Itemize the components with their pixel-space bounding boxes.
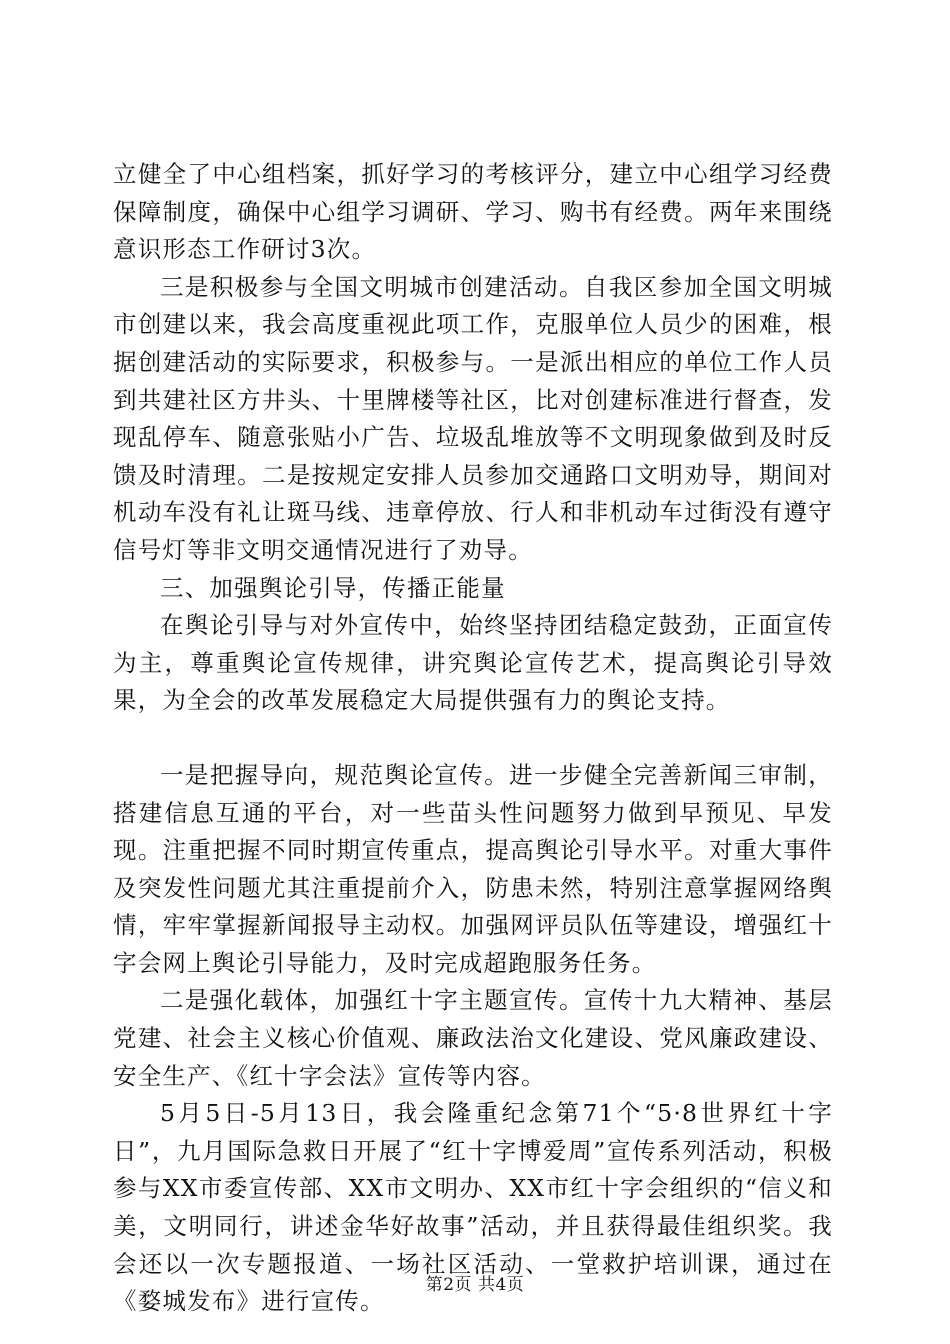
document-body bbox=[113, 156, 833, 1321]
paragraph-study-archive: 立健全了中心组档案，抓好学习的考核评分，建立中心组学习经费保障制度，确保中心组学习调研、学习、购书有经费。两年来围绕意识形态工作研讨3次。 bbox=[113, 160, 833, 264]
paragraph-gap bbox=[113, 720, 833, 757]
section-heading-public-opinion: 三、加强舆论引导，传播正能量 bbox=[160, 573, 506, 602]
paragraph-red-cross-day: 5月5日-5月13日，我会隆重纪念第71个“5·8世界红十字日”，九月国际急救日开展了“红十字博爱周”宣传系列活动，积极参与XX市委宣传部、XX市文明办、XX市红十字会组织的“信义和美，文明同行，讲述金华好故事”活动，并且获得最佳组织奖。我会还以一次专题报道、一场社区活动、一堂救护培训课，通过在《婺城发布》进行宣传。 bbox=[113, 1099, 833, 1316]
paragraph-red-cross-theme: 二是强化载体，加强红十字主题宣传。宣传十九大精神、基层党建、社会主义核心价值观、廉政法治文化建设、党风廉政建设、安全生产、《红十字会法》宣传等内容。 bbox=[113, 986, 833, 1090]
page-number-footer: 第2页 共4页 bbox=[425, 1275, 525, 1295]
paragraph-civilized-city: 三是积极参与全国文明城市创建活动。自我区参加全国文明城市创建以来，我会高度重视此项工作，克服单位人员少的困难，根据创建活动的实际要求，积极参与。一是派出相应的单位工作人员到共建社区方井头、十里牌楼等社区，比对创建标准进行督查，发现乱停车、随意张贴小广告、垃圾乱堆放等不文明现象做到及时反馈及时清理。二是按规定安排人员参加交通路口文明劝导，期间对机动车没有礼让斑马线、违章停放、行人和非机动车过街没有遵守信号灯等非文明交通情况进行了劝导。 bbox=[113, 272, 833, 564]
paragraph-guidance-direction: 一是把握导向，规范舆论宣传。进一步健全完善新闻三审制，搭建信息互通的平台，对一些苗头性问题努力做到早预见、早发现。注重把握不同时期宣传重点，提高舆论引导水平。对重大事件及突发性问题尤其注重提前介入，防患未然，特别注意掌握网络舆情，牢牢掌握新闻报导主动权。加强网评员队伍等建设，增强红十字会网上舆论引导能力，及时完成超跑服务任务。 bbox=[113, 760, 833, 977]
paragraph-opinion-guidance: 在舆论引导与对外宣传中，始终坚持团结稳定鼓劲，正面宣传为主，尊重舆论宣传规律，讲究舆论宣传艺术，提高舆论引导效果，为全会的改革发展稳定大局提供强有力的舆论支持。 bbox=[113, 611, 833, 715]
